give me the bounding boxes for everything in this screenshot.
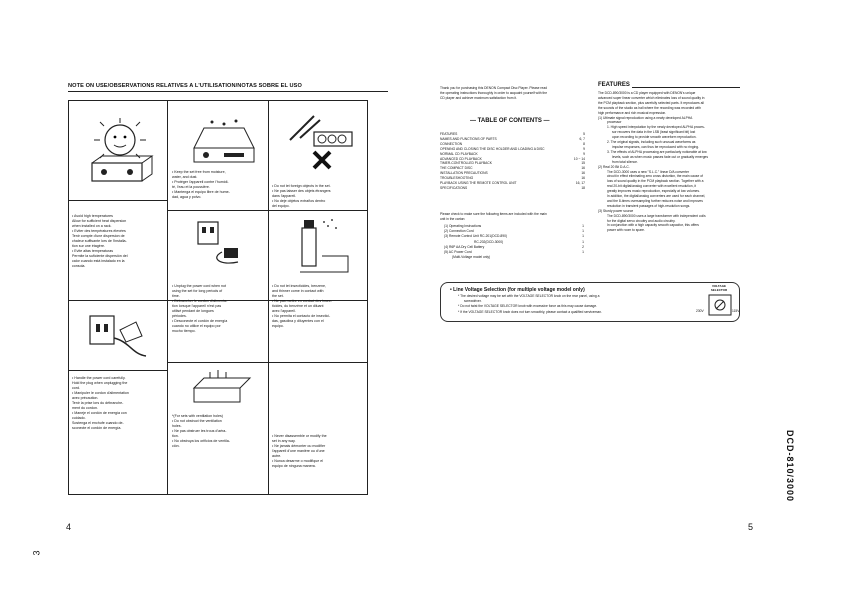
accessory-item: (4) R6P AA Dry Cell Battery 2: [444, 244, 584, 249]
voltage-box-title: • Line Voltage Selection (for multiple voltage model only): [450, 287, 585, 293]
toc-entry[interactable]: TIMER-CONTROLLED PLAYBACK 15: [440, 161, 585, 166]
intro-text: Thank you for purchasing this DENON Compact Disc Player. Please read the operating instructions thoroughly in order to acquaint yourself with the CD player and achieve maximum satisfaction from it.: [440, 86, 548, 100]
accessory-item: RC-202(DCD-3000) 1: [474, 239, 584, 244]
precaution-text-disassemble: • Never disassemble or modify the set in any way. • Ne jamais démonter ou modifier l'appareil d'une manière ou d'une autre. • Nunca desarme o modifique el equipo de ninguna manera.: [272, 434, 327, 468]
grid-col-divider-1: [167, 100, 168, 495]
power-cord-illustration: [86, 312, 156, 364]
features-title-rule: [632, 87, 740, 88]
toc-entry[interactable]: SPECIFICATIONS 18: [440, 185, 585, 190]
precaution-text-heat: • Avoid high temperatures Allow for sufficient heat dispersion when installed on a rack. • Eviter des températures élevées Tenir compte d'une dispersion de chaleur suffisante lors de l'installa- tion sur une étagère. • Evite altas temperaturas Permite la suficiente dispersión del calor cuando está instalado en la consola.: [72, 214, 128, 268]
page-number-left: 4: [66, 522, 72, 532]
hot-sun-illustration: [82, 118, 157, 196]
precaution-text-ventilation: *(For sets with ventilation holes) • Do not obstruct the ventilation holes. • Ne pas obstruer les trous d'aéra- tion. • No obstruya los orificios de ventila- ción.: [172, 414, 230, 448]
toc-entry[interactable]: NAMES AND FUNCTIONS OF PARTS 6, 7: [440, 136, 585, 141]
water-drops-illustration: [184, 118, 259, 168]
foreign-objects-illustration: [284, 110, 359, 172]
toc-entry[interactable]: CONNECTION 8: [440, 141, 585, 146]
accessory-item: (5) AC Power Cord 1: [444, 250, 584, 255]
accessory-item: (3) Remote Control Unit RC-201(DCD-890) 1: [444, 234, 584, 239]
unplug-illustration: [190, 218, 250, 273]
accessory-item: (1) Operating Instructions 1: [444, 224, 584, 228]
page-heading: NOTE ON USE/OBSERVATIONS RELATIVES A L'UTILISATION/NOTAS SOBRE EL USO: [68, 83, 302, 89]
toc-entry[interactable]: FEATURES 5: [440, 132, 585, 136]
toc-entry[interactable]: ADVANCED CD PLAYBACK 10 ~ 14: [440, 156, 585, 161]
edge-page-mark: 3: [31, 550, 42, 556]
voltage-box-text: * The desired voltage may be set with the VOLTAGE SELECTOR knob on the rear panel, using a screwdriver. * Do not twist the VOLTAGE SELECTOR knob with excessive force as this may cause damage. * If the VOLTAGE SELECTOR knob does not turn smoothly, please contact a qualified serviceman.: [458, 294, 602, 314]
accessory-item: (2) Connection Cord 1: [444, 229, 584, 234]
toc-entry[interactable]: OPENING AND CLOSING THE DISC HOLDER AND LOADING A DISC 9: [440, 146, 585, 151]
table-of-contents: [440, 132, 585, 191]
grid-row-divider-4: [68, 370, 168, 371]
voltage-selector-knob-icon: [708, 294, 732, 318]
model-name: DCD-810/3000: [785, 430, 795, 503]
accessories-list: [444, 224, 584, 260]
toc-entry[interactable]: TROUBLESHOOTING 16: [440, 176, 585, 181]
precaution-text-moisture: • Keep the set free from moisture, water, and dust. • Protéger l'appareil contre l'humidi- té, l'eau et la poussière. • Mantenga el equipo libre de hume- dad, agua y polvo.: [172, 170, 230, 199]
toc-entry[interactable]: PLAYBACK USING THE REMOTE CONTROL UNIT 16, 17: [440, 181, 585, 186]
features-text: The DCD-890/3000 is a CD player equipped with DENON's unique advanced super linear converter which eliminates loss of sound quality in the PCM playback section, plus carefully selected parts. It reproduces all the sounds of the studio as hall where the recording was recorded with high performance and rich musical expression. (1) Ultimate signal reproduction using a newly developed ALPHA processor 1. High speed interpolation by the newly developed ALPHA proces- sor recovers the data in the LSB (least significant bit) lost upon recording to provide smooth waveform reproduction. 2. The original signals, including such unusual waveforms as impulse responses, can thus be reproduced with no ringing. 3. The effects of ALPHA processing are particularly noticeable at low levels, such as when music passes fade out or gradually emerges from total silence. (2) Real 20 Bit D.A.C. The DCD-3000 uses a new "S.L.C." linear D/A converter circuit in effect eliminating zero cross distortion, the main cause of loss of sound quality in the PCM playback section. Together with a real 20-bit digital/analog converter with excellent resolution, it greatly improves music reproduction, especially at low volumes. In addition, the digital/analog converters are used for each channel, and the 8-times oversampling further reduces noise and improves resolution in transient passages of high-resolution songs. (3) Sturdy power source The DCD-890/3000 uses a large transformer with independent coils for the digital servo circuitry and audio circuitry. In conjunction with a high capacity smooth capacitor, this offers power with room to spare.: [598, 91, 709, 233]
features-title: FEATURES: [598, 82, 630, 88]
precaution-text-cord-handling: • Handle the power cord carefully. Hold the plug when unplugging the cord. • Manipuler le cordon d'alimentation avec précaution. Tenir la prise lors du débranche- ment du cordon. • Maneje el cordón de energía con cuidado. Sostenga el enchufe cuando de- sconecte el cordón de energía.: [72, 376, 129, 430]
spray-can-illustration: [292, 210, 357, 282]
voltage-230v-label: 230V: [696, 309, 704, 313]
grid-row-divider-1: [68, 200, 168, 201]
toc-entry[interactable]: INSTALLATION PRECAUTIONS 16: [440, 171, 585, 176]
accessory-item: (Multi-Voltage model only): [452, 255, 491, 260]
grid-row-divider-5: [168, 362, 368, 363]
precaution-text-foreign-objects: • Do not let foreign objects in the set. • Ne pas laisser des objets étrangers dans l'appareil. • No deje objetos extraños dentro del equipo.: [272, 184, 331, 208]
voltage-115v-label: 115V: [732, 309, 740, 313]
grid-col-divider-2: [268, 100, 269, 495]
voltage-selector-label: VOLTAGE SELECTOR: [710, 284, 728, 292]
precaution-text-insecticides: • Do not let insecticides, benzene, and thinner come in contact with the set. • Ne pas mettre en contact des insec- ticides, du benzène et un diluant avec l'appareil. • No permita el contacto de insectici- das, gasolina y diluyentes con el equipo.: [272, 284, 332, 328]
toc-title: — TABLE OF CONTENTS —: [470, 118, 550, 124]
toc-entry[interactable]: THE COMPACT DISC 16: [440, 166, 585, 171]
precaution-text-unplug: • Unplug the power cord when not using the set for long periods of time. • Débrancher le cordon d'alimenta- tion lorsque l'appareil n'est pas utilisé pendant de longues périodes. • Desconecte el cordón de energía cuando no utilice el equipo por mucho tiempo.: [172, 284, 228, 333]
ventilation-illustration: [188, 370, 258, 408]
toc-entry[interactable]: NORMAL CD PLAYBACK 9: [440, 151, 585, 156]
accessories-note: Please check to make sure the following items are included with the main unit in the carton:: [440, 212, 547, 221]
page-number-right: 5: [748, 522, 754, 532]
heading-underline: [68, 91, 388, 92]
